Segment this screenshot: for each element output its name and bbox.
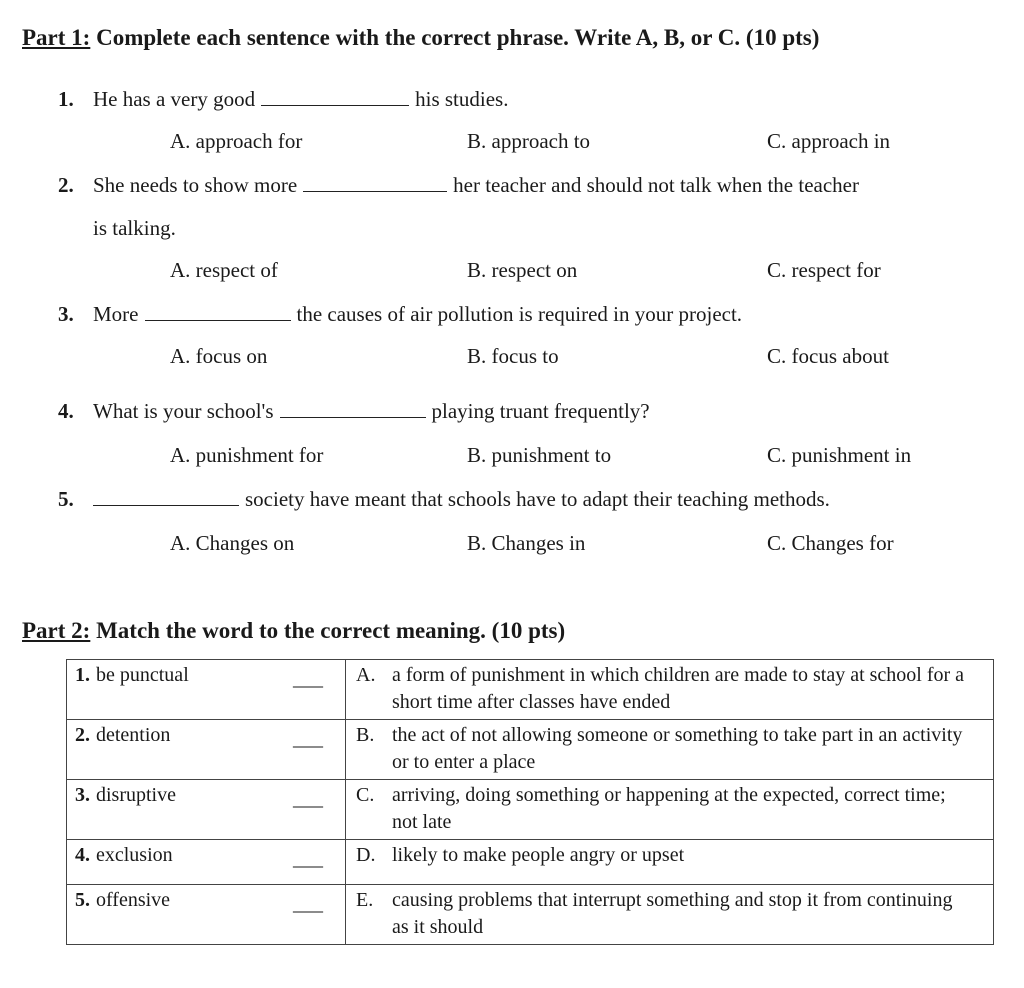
match-blank[interactable]: ___ xyxy=(293,728,323,750)
word-number: 4. xyxy=(75,844,90,866)
question-5-after: society have meant that schools have to adapt their teaching methods. xyxy=(245,487,830,511)
definition-cell xyxy=(346,840,994,885)
part2-instruction: Match the word to the correct meaning. (10 pts) xyxy=(96,618,566,643)
word-text: disruptive xyxy=(96,784,176,806)
question-2-option-c: C. respect for xyxy=(767,258,881,282)
table-row xyxy=(67,840,994,885)
definition-cell xyxy=(346,885,994,945)
word-cell xyxy=(67,720,346,780)
word-cell xyxy=(67,660,346,720)
part2-label: Part 2: xyxy=(22,618,91,643)
definition-text: causing problems that interrupt something and stop it from continuing as it should xyxy=(392,889,953,938)
definition-letter: C. xyxy=(356,784,375,806)
question-3-sentence xyxy=(93,302,742,327)
word-text: detention xyxy=(96,724,171,746)
question-4-sentence xyxy=(93,399,650,424)
question-2-continuation: is talking. xyxy=(93,216,176,240)
question-1-option-c: C. approach in xyxy=(767,129,891,153)
table-row xyxy=(67,660,994,720)
part1-label: Part 1: xyxy=(22,25,91,50)
word-number: 5. xyxy=(75,889,90,911)
word-cell xyxy=(67,780,346,840)
question-1-after: his studies. xyxy=(415,87,509,111)
match-blank[interactable]: ___ xyxy=(293,788,323,810)
question-5-number: 5. xyxy=(58,487,74,511)
question-1-option-a: A. approach for xyxy=(170,129,303,153)
definition-text: likely to make people angry or upset xyxy=(392,844,685,866)
question-2-option-b: B. respect on xyxy=(467,258,578,282)
table-row xyxy=(67,720,994,780)
definition-letter: D. xyxy=(356,844,376,866)
question-2-option-a: A. respect of xyxy=(170,258,278,282)
question-4-option-a: A. punishment for xyxy=(170,443,324,467)
question-2-sentence xyxy=(93,173,859,198)
definition-letter: A. xyxy=(356,664,376,686)
definition-letter: E. xyxy=(356,889,374,911)
word-text: be punctual xyxy=(96,664,189,686)
word-cell xyxy=(67,885,346,945)
table-row xyxy=(67,885,994,945)
question-5-option-b: B. Changes in xyxy=(467,531,586,555)
question-4-option-c: C. punishment in xyxy=(767,443,912,467)
question-2-after: her teacher and should not talk when the teacher xyxy=(453,173,859,197)
definition-letter: B. xyxy=(356,724,375,746)
part1-instruction: Complete each sentence with the correct phrase. Write A, B, or C. (10 pts) xyxy=(96,25,820,50)
question-5-option-a: A. Changes on xyxy=(170,531,295,555)
question-2-before: She needs to show more xyxy=(93,173,298,197)
word-cell xyxy=(67,840,346,885)
question-3-after: the causes of air pollution is required in your project. xyxy=(296,302,743,326)
question-5-option-c: C. Changes for xyxy=(767,531,894,555)
question-1-option-b: B. approach to xyxy=(467,129,591,153)
word-number: 2. xyxy=(75,724,90,746)
question-3-option-c: C. focus about xyxy=(767,344,889,368)
word-number: 3. xyxy=(75,784,90,806)
definition-text: the act of not allowing someone or something to take part in an activity or to enter a place xyxy=(392,724,963,773)
question-3-option-a: A. focus on xyxy=(170,344,268,368)
question-4-after: playing truant frequently? xyxy=(431,399,650,423)
match-blank[interactable]: ___ xyxy=(293,848,323,870)
word-text: offensive xyxy=(96,889,171,911)
definition-cell xyxy=(346,720,994,780)
part2-heading xyxy=(22,618,565,644)
definition-cell xyxy=(346,780,994,840)
question-1-before: He has a very good xyxy=(93,87,256,111)
match-blank[interactable]: ___ xyxy=(293,893,323,915)
question-5-blank[interactable] xyxy=(93,487,239,506)
question-3-before: More xyxy=(93,302,139,326)
question-4-before: What is your school's xyxy=(93,399,274,423)
table-row xyxy=(67,780,994,840)
question-1-number: 1. xyxy=(58,87,74,111)
part1-heading xyxy=(22,25,819,51)
matching-table xyxy=(66,659,994,945)
question-3-number: 3. xyxy=(58,302,74,326)
question-3-option-b: B. focus to xyxy=(467,344,559,368)
question-4-blank[interactable] xyxy=(280,399,426,418)
question-2-blank[interactable] xyxy=(303,173,447,192)
question-3-blank[interactable] xyxy=(145,302,291,321)
definition-text: a form of punishment in which children are made to stay at school for a short time after classes have ended xyxy=(392,664,965,713)
question-1-blank[interactable] xyxy=(261,87,409,106)
question-4-option-b: B. punishment to xyxy=(467,443,612,467)
definition-text: arriving, doing something or happening at the expected, correct time; not late xyxy=(392,784,946,833)
word-number: 1. xyxy=(75,664,90,686)
question-1-sentence xyxy=(93,87,508,112)
match-blank[interactable]: ___ xyxy=(293,668,323,690)
word-text: exclusion xyxy=(96,844,173,866)
definition-cell xyxy=(346,660,994,720)
question-4-number: 4. xyxy=(58,399,74,423)
question-5-sentence xyxy=(87,487,830,512)
question-2-number: 2. xyxy=(58,173,74,197)
